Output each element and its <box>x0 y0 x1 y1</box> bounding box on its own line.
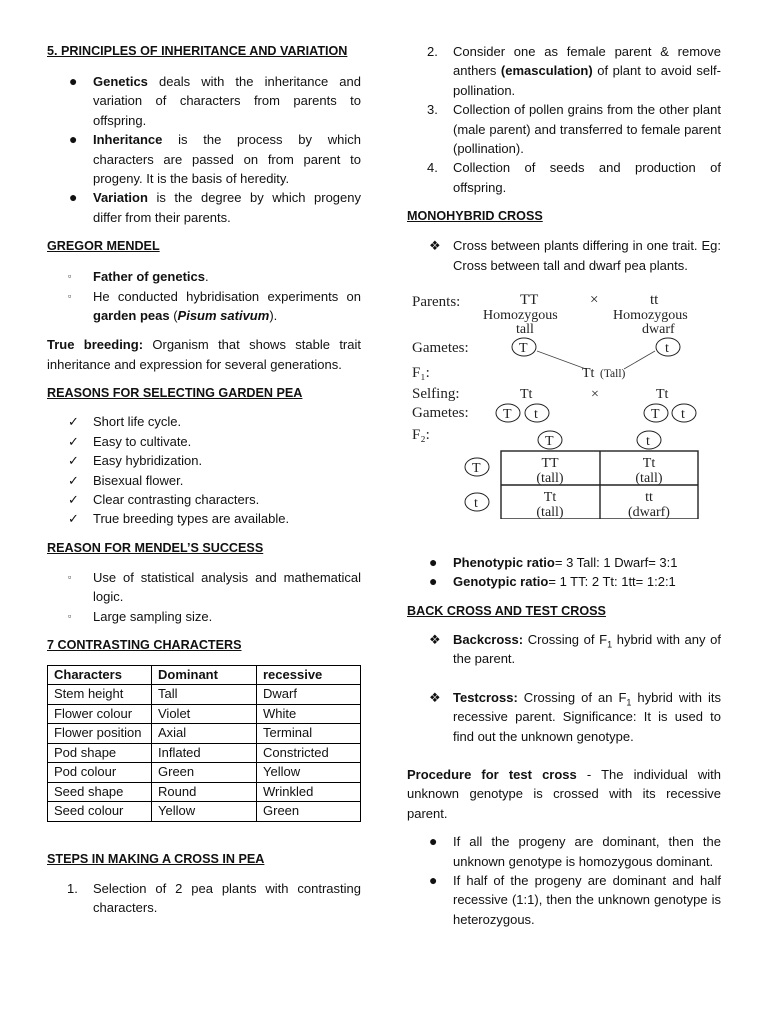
table-row: Seed shape Round Wrinkled <box>48 782 361 802</box>
list-item: ● If half of the progeny are dominant and half recessive (1:1), then the unknown genotype is heterozygous. <box>429 871 721 927</box>
list-item: ❖ Testcross: Crossing of an $F_1$ hybrid with its recessive parent. Significance: It is used to find out the unknown genotype. <box>429 689 721 744</box>
f1-label: F₁: <box>412 365 430 382</box>
mendel-list <box>47 267 361 325</box>
list-item: ● If all the progeny are dominant, then the unknown genotype is homozygous dominant. <box>429 833 721 869</box>
selfing-parent1: Tt <box>520 387 533 403</box>
section-heading-reasons-pea: REASONS FOR SELECTING GARDEN PEA <box>47 386 303 401</box>
gamete-T: T <box>545 434 554 450</box>
test-cross-procedure: Procedure for test cross - The individual with unknown genotype is crossed with its recessive parent. <box>407 766 722 821</box>
principles-list <box>47 72 361 227</box>
parent2-desc-2: dwarf <box>642 322 675 338</box>
table-row: Flower position Axial Terminal <box>48 724 361 744</box>
list-item: 2. Consider one as female parent & remove anthers (emasculation) of plant to avoid self-pollination. <box>427 44 721 98</box>
list-item: ✓ True breeding types are available. <box>47 509 361 528</box>
backcross-list <box>407 630 721 746</box>
punnett-cell-genotype: TT <box>541 456 559 472</box>
list-item: ❖ Cross between plants differing in one trait. Eg: Cross between tall and dwarf pea plants. <box>429 238 721 273</box>
gamete-T: T <box>472 461 481 477</box>
square-bullet-icon: ▫ <box>68 271 72 282</box>
gamete-t: t <box>474 496 478 512</box>
cross-symbol: × <box>591 387 599 403</box>
square-bullet-icon: ▫ <box>68 290 72 301</box>
parent1-desc-2: tall <box>516 322 534 338</box>
square-bullet-icon: ▫ <box>68 610 72 621</box>
gamete-T: T <box>503 407 512 423</box>
checkmark-icon: ✓ <box>68 511 79 527</box>
contrasting-characters-table <box>47 665 361 822</box>
reasons-pea-list <box>47 412 361 528</box>
punnett-cell-genotype: Tt <box>543 490 557 506</box>
list-item: ● Variation is the degree by which progeny differ from their parents. <box>69 189 361 225</box>
section-heading-monohybrid: MONOHYBRID CROSS <box>407 209 543 224</box>
list-item: ▫ Use of statistical analysis and mathematical logic. <box>68 569 361 605</box>
section-heading-success: REASON FOR MENDEL’S SUCCESS <box>47 540 264 555</box>
parents-label: Parents: <box>412 294 461 311</box>
cross-symbol: × <box>590 292 599 309</box>
gamete-t: t <box>646 434 650 450</box>
selfing-label: Selfing: <box>412 386 460 403</box>
parent2-genotype: tt <box>650 292 659 309</box>
list-item: ✓ Bisexual flower. <box>47 471 361 490</box>
gamete-T: T <box>519 341 528 357</box>
list-item: 3. Collection of pollen grains from the other plant (male parent) and transferred to female parent (pollination). <box>427 102 721 157</box>
list-item: ● Genotypic ratio= 1 TT: 2 Tt: 1tt= 1:2:1 <box>407 572 721 591</box>
list-item: 4. Collection of seeds and production of offspring. <box>427 160 721 195</box>
list-item: ❖ Backcross: Crossing of $F_1$ hybrid with any of the parent. <box>429 631 721 667</box>
selfing-parent2: Tt <box>656 387 669 403</box>
bullet-icon: ● <box>429 573 438 590</box>
gamete-t: t <box>681 407 685 423</box>
punnett-cell-genotype: tt <box>645 490 653 506</box>
parent1-desc-1: Homozygous <box>483 308 558 324</box>
section-heading-mendel: GREGOR MENDEL <box>47 239 160 254</box>
list-number: 3. <box>427 102 438 118</box>
gamete-t: t <box>534 407 538 423</box>
checkmark-icon: ✓ <box>68 453 79 469</box>
list-item: ● Genetics deals with the inheritance and variation of characters from parents to offspring. <box>69 73 361 128</box>
table-header-row: Characters Dominant recessive <box>48 665 361 685</box>
diamond-bullet-icon: ❖ <box>429 238 441 254</box>
punnett-cell-genotype: Tt <box>642 456 656 472</box>
list-item: ▫ He conducted hybridisation experiments on garden peas (Pisum sativum). <box>68 288 361 324</box>
section-heading-backcross: BACK CROSS AND TEST CROSS <box>407 603 606 618</box>
bullet-icon: ● <box>429 871 438 888</box>
f1-genotype: Tt <box>582 366 595 382</box>
checkmark-icon: ✓ <box>68 433 79 449</box>
gametes2-label: Gametes: <box>412 405 469 422</box>
bullet-icon: ● <box>429 554 438 571</box>
monohybrid-cross-diagram <box>410 289 724 519</box>
checkmark-icon: ✓ <box>68 472 79 488</box>
bullet-icon: ● <box>429 833 438 850</box>
punnett-cell-phenotype: (tall) <box>536 505 564 520</box>
checkmark-icon: ✓ <box>68 491 79 507</box>
list-item: 1. Selection of 2 pea plants with contrasting characters. <box>67 880 361 916</box>
left-column <box>47 42 361 918</box>
list-number: 2. <box>427 44 438 59</box>
table-row: Pod colour Green Yellow <box>48 763 361 783</box>
steps-list <box>47 879 361 918</box>
list-item: ✓ Clear contrasting characters. <box>47 490 361 509</box>
gamete-T: T <box>651 407 660 423</box>
true-breeding-definition: True breeding: Organism that shows stable trait inheritance and expression for several generations. <box>47 337 361 372</box>
list-item: ▫ Father of genetics. <box>47 267 361 286</box>
section-heading-contrasting: 7 CONTRASTING CHARACTERS <box>47 637 242 652</box>
section-heading-steps: STEPS IN MAKING A CROSS IN PEA <box>47 851 265 866</box>
list-item: ✓ Easy to cultivate. <box>47 432 361 451</box>
list-item: ▫ Large sampling size. <box>47 607 361 626</box>
table-row: Flower colour Violet White <box>48 704 361 724</box>
steps-continued-list <box>407 42 721 197</box>
punnett-cell-phenotype: (tall) <box>536 471 564 487</box>
checkmark-icon: ✓ <box>68 414 79 430</box>
bullet-icon: ● <box>69 189 78 206</box>
diamond-bullet-icon: ❖ <box>429 631 441 647</box>
section-heading-principles: 5. PRINCIPLES OF INHERITANCE AND VARIATION <box>47 44 348 58</box>
gamete-t: t <box>665 341 669 357</box>
list-item: ✓ Easy hybridization. <box>47 451 361 470</box>
parent2-desc-1: Homozygous <box>613 308 688 324</box>
list-item: ● Phenotypic ratio= 3 Tall: 1 Dwarf= 3:1 <box>407 553 721 572</box>
ratios-list <box>407 553 721 592</box>
punnett-cell-phenotype: (tall) <box>635 471 663 487</box>
gamete-line <box>537 351 586 369</box>
gamete-line <box>624 351 655 369</box>
list-item: ● Inheritance is the process by which characters are passed on from parent to progeny. It is the basis of heredity. <box>69 131 361 187</box>
parent1-genotype: TT <box>520 292 539 309</box>
gametes-label: Gametes: <box>412 340 469 357</box>
list-number: 1. <box>67 880 78 896</box>
table-row: Pod shape Inflated Constricted <box>48 743 361 763</box>
diamond-bullet-icon: ❖ <box>429 689 441 705</box>
square-bullet-icon: ▫ <box>68 571 72 582</box>
right-column <box>407 42 721 929</box>
punnett-cell-phenotype: (dwarf) <box>628 505 670 520</box>
list-number: 4. <box>427 160 438 176</box>
f2-label: F₂: <box>412 427 430 444</box>
success-list <box>47 568 361 626</box>
bullet-icon: ● <box>69 73 78 89</box>
procedure-list <box>407 832 721 929</box>
bullet-icon: ● <box>69 131 78 148</box>
monohybrid-list <box>407 236 721 275</box>
f1-phenotype: (Tall) <box>600 368 626 381</box>
table-row: Stem height Tall Dwarf <box>48 685 361 705</box>
list-item: ✓ Short life cycle. <box>47 412 361 431</box>
table-row: Seed colour Yellow Green <box>48 802 361 822</box>
